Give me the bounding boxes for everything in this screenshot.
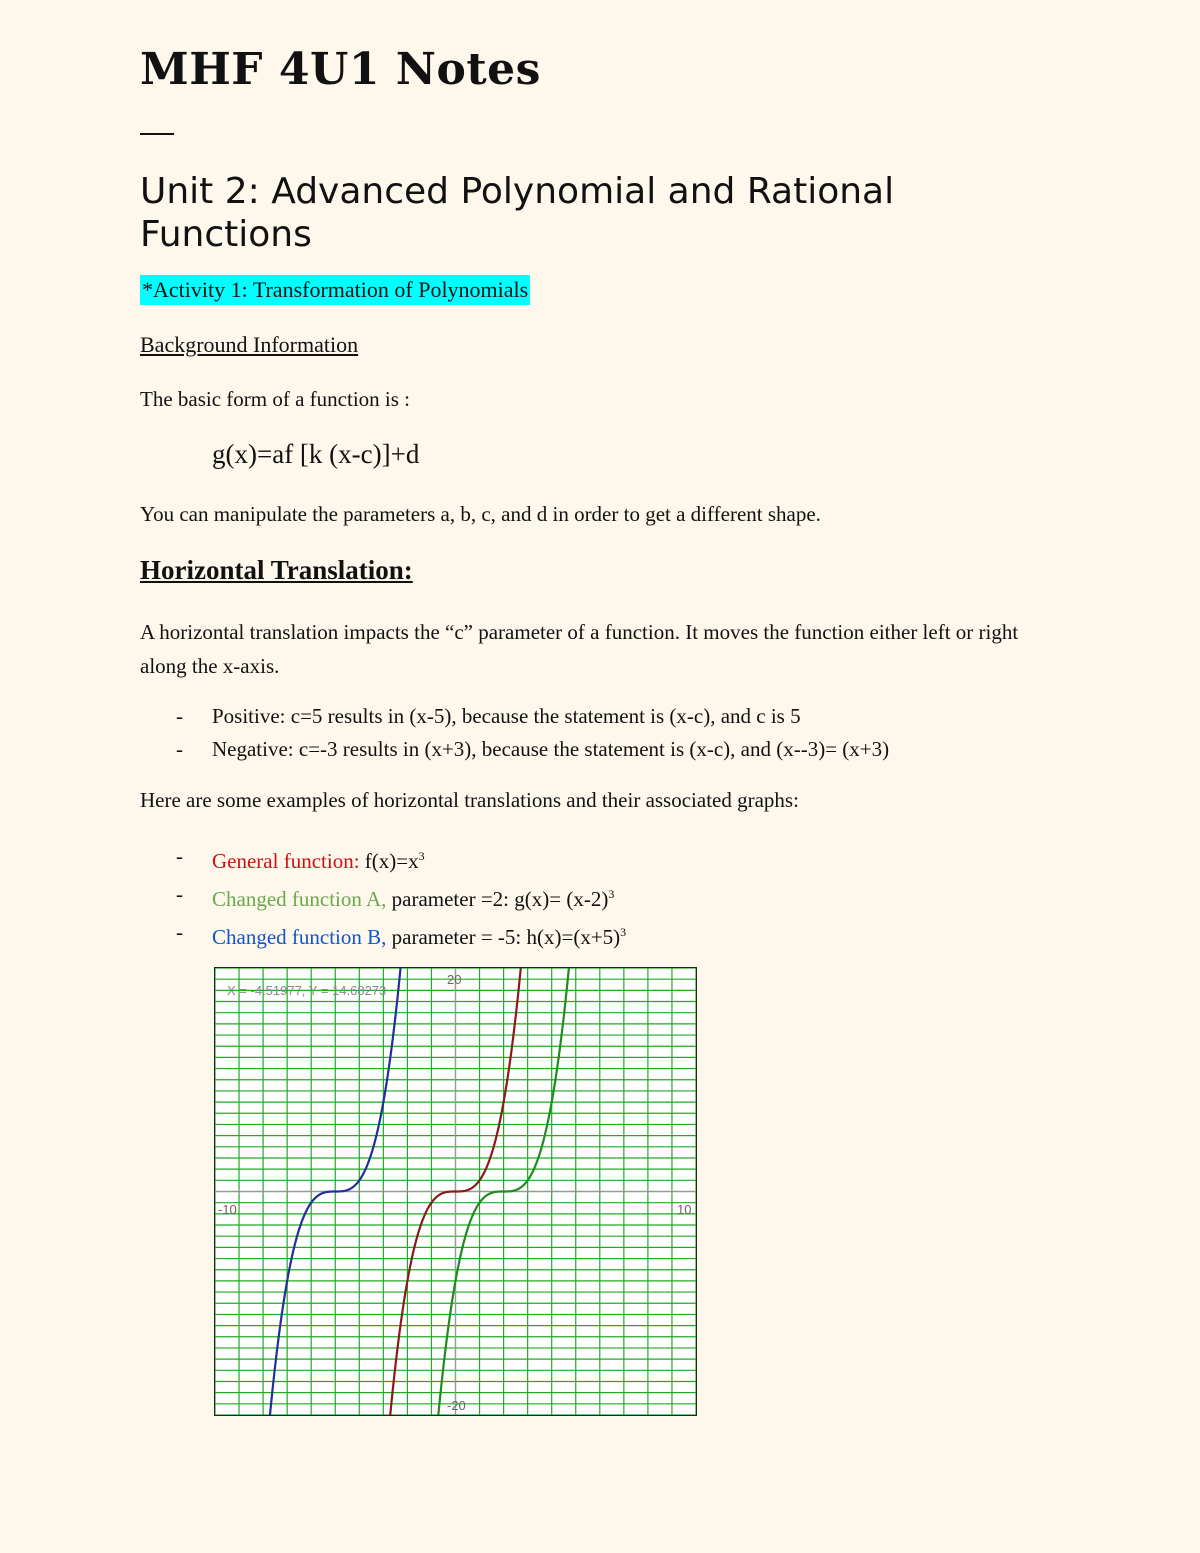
unit-heading: Unit 2: Advanced Polynomial and Rational Functions [140, 171, 895, 255]
function-list [176, 840, 626, 954]
activity-heading: *Activity 1: Transformation of Polynomials [140, 275, 530, 305]
coordinate-readout: X = -4.51977, Y = 14.68273 [227, 983, 387, 998]
list-item: - Changed function B, parameter = -5: $h(x)=(x+5)^3$ [176, 920, 627, 949]
rules-list [176, 700, 889, 766]
examples-intro: Here are some examples of horizontal translations and their associated graphs: [140, 788, 799, 812]
y-min-label: -20 [447, 1398, 466, 1413]
list-item: - Changed function A, parameter =2: $g(x)= (x-2)^3$ [176, 882, 615, 911]
x-max-label: 10 [677, 1202, 692, 1217]
translation-paragraph: A horizontal translation impacts the “c” parameter of a function. It moves the function either left or right along the x-axis. [140, 620, 1019, 678]
cubic-translation-graph [214, 967, 697, 1416]
general-formula: g(x)=af [k (x-c)]+d [212, 439, 420, 469]
section-heading: Horizontal Translation: [140, 555, 413, 585]
list-item: - Negative: c=-3 results in (x+3), because the statement is (x-c), and (x--3)= (x+3) [176, 737, 890, 761]
list-item: - General function: $f(x)=x^3$ [176, 844, 425, 873]
background-heading: Background Information [140, 332, 359, 357]
page-title: MHF 4U1 Notes [140, 44, 541, 95]
basic-form-text: The basic form of a function is : [140, 387, 411, 411]
function-label: General function: [212, 849, 360, 873]
manipulate-text: You can manipulate the parameters a, b, c, and d in order to get a different shape. [140, 502, 821, 526]
y-max-label: 20 [447, 972, 462, 987]
list-item: - Positive: c=5 results in (x-5), because the statement is (x-c), and c is 5 [176, 704, 801, 728]
title-divider [140, 133, 174, 135]
function-label: Changed function B, [212, 925, 387, 949]
x-min-label: -10 [218, 1202, 237, 1217]
function-label: Changed function A, [212, 887, 387, 911]
